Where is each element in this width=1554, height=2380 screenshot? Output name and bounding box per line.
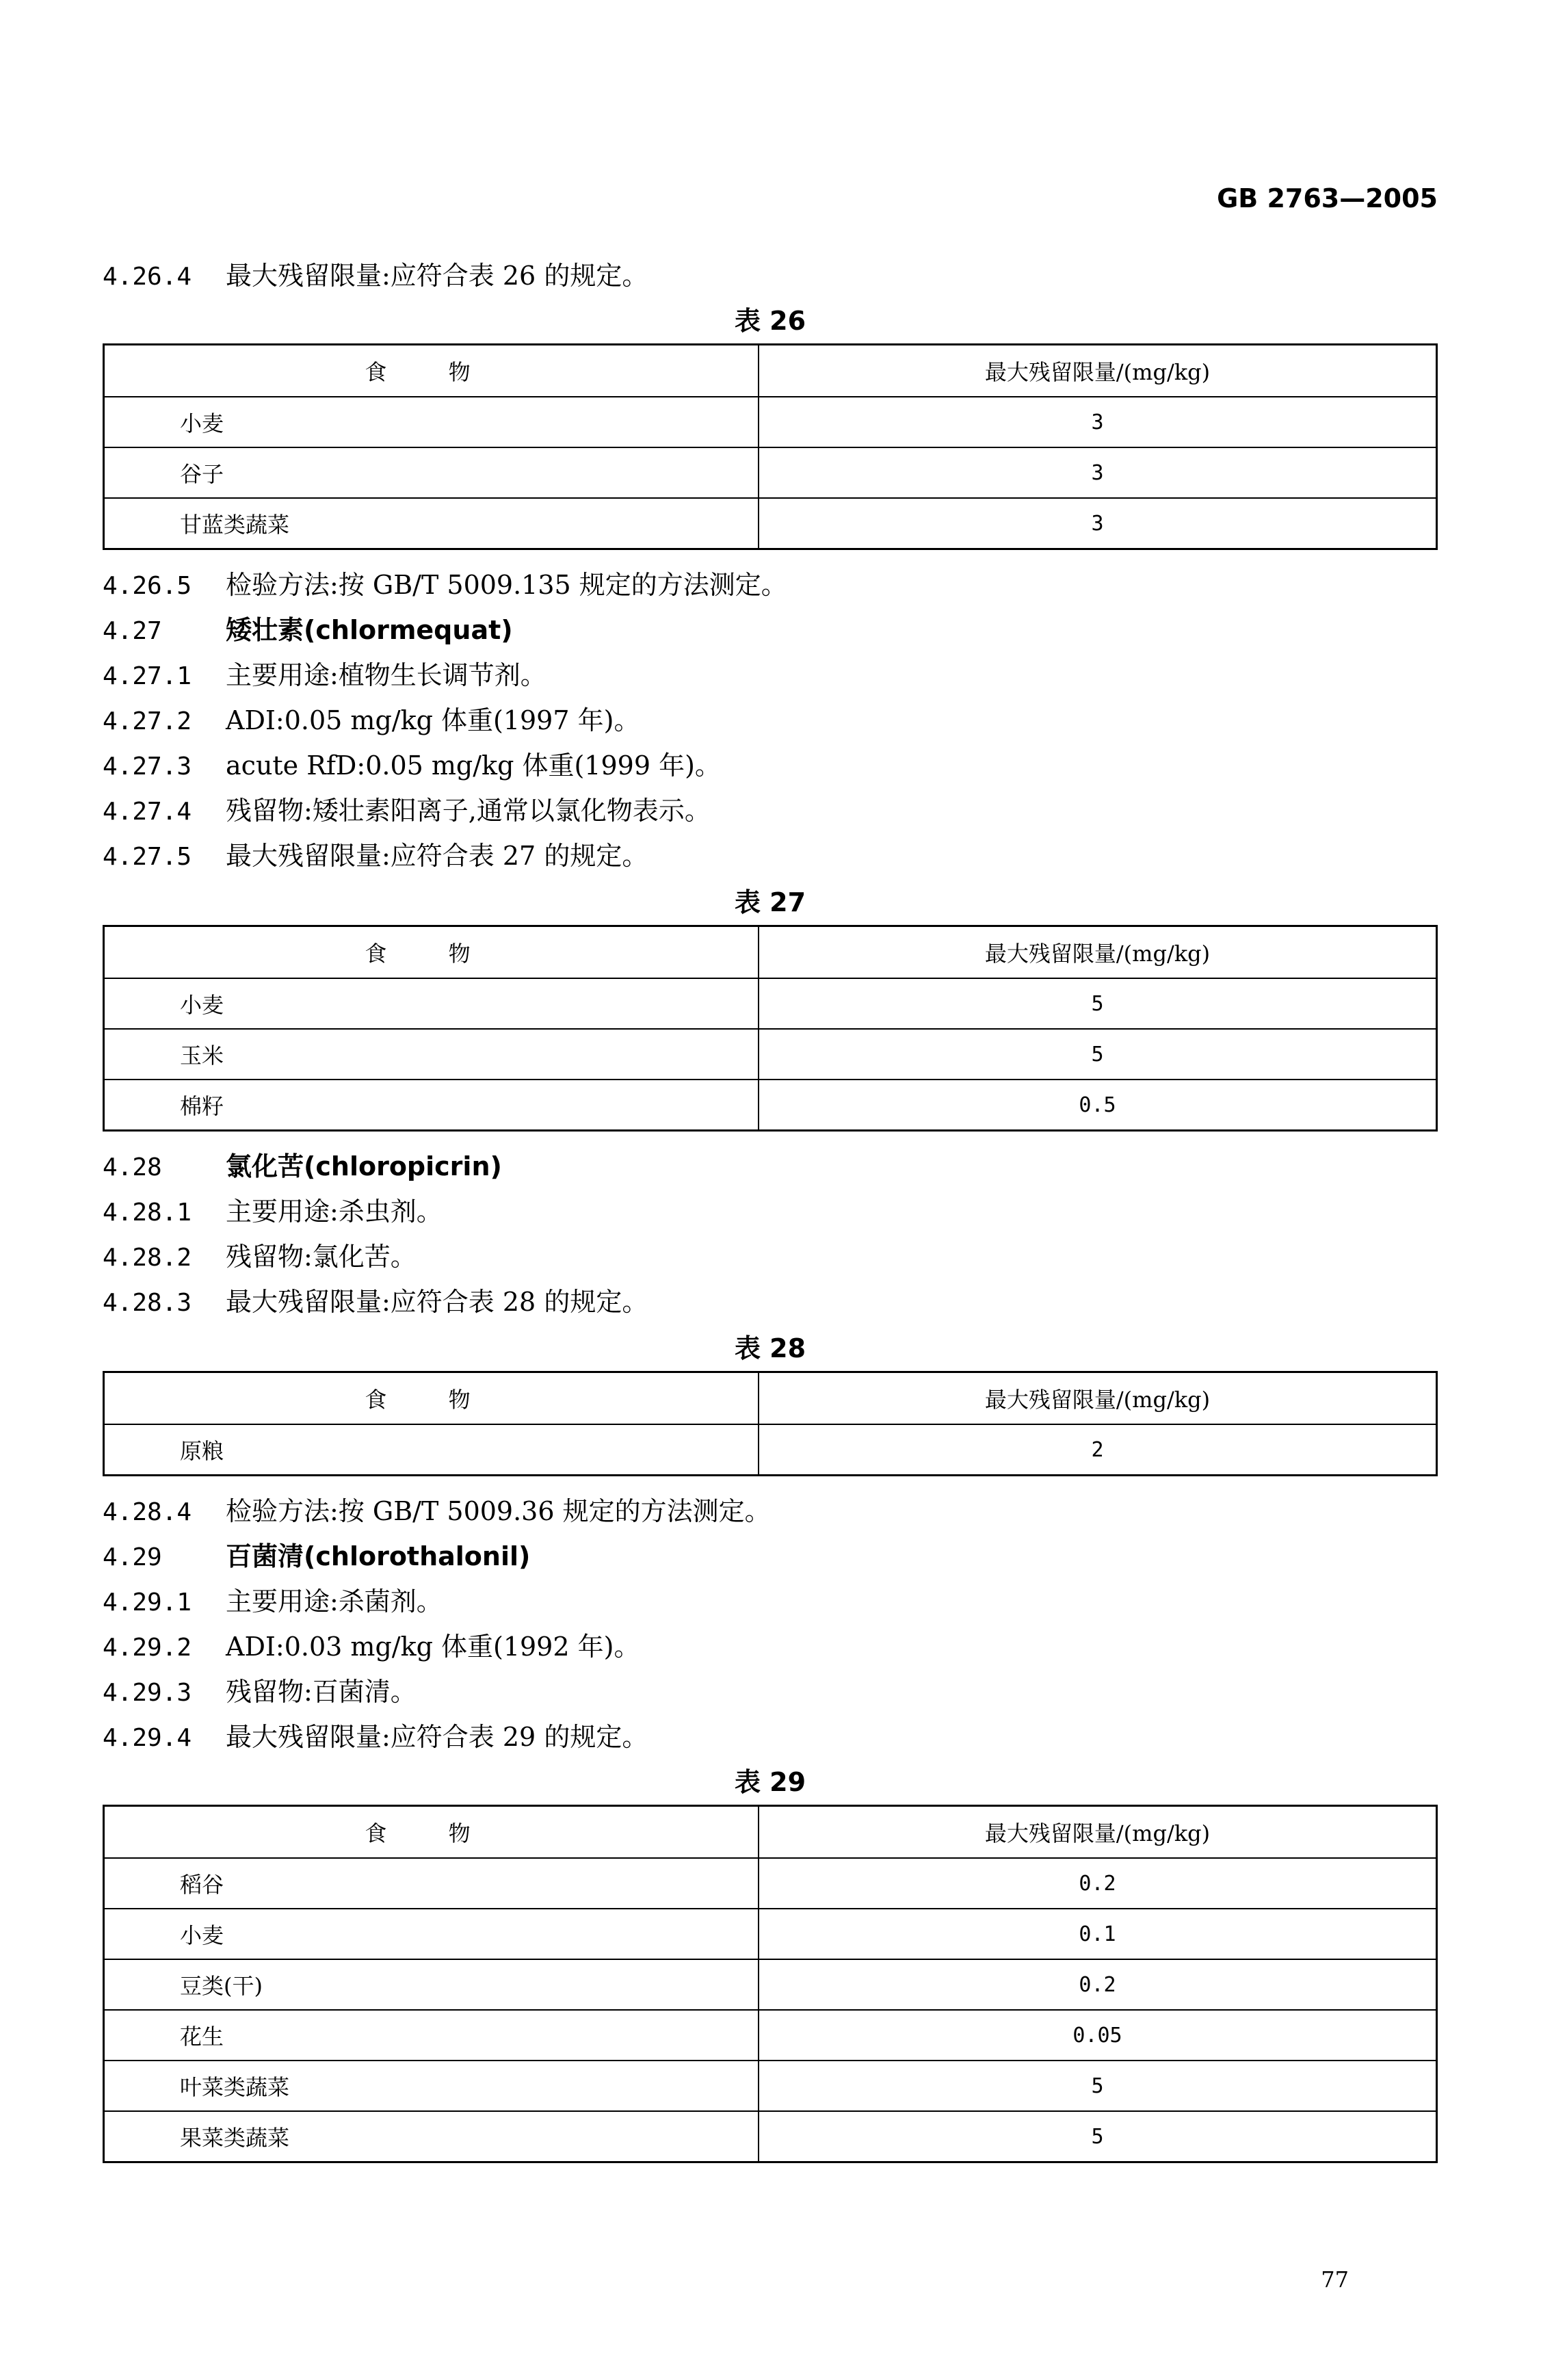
clause-line	[103, 833, 1438, 878]
limit-cell: 2	[759, 1424, 1437, 1476]
clause-text: 检验方法:按 GB/T 5009.36 规定的方法测定。	[226, 1496, 771, 1526]
table-header-row	[104, 926, 1437, 979]
clause-text: 残留物:矮壮素阳离子,通常以氯化物表示。	[226, 796, 711, 826]
limit-column-header: 最大残留限量/(mg/kg)	[759, 345, 1437, 397]
clause-line	[103, 1489, 1438, 1534]
table-row	[104, 1909, 1437, 1959]
table29	[103, 1805, 1438, 2163]
section-block-3	[103, 1144, 1438, 1324]
standard-code: GB 2763—2005	[1217, 183, 1438, 213]
food-cell: 小麦	[104, 978, 759, 1029]
limit-cell: 5	[759, 2061, 1437, 2111]
clause-number: 4.27.5	[103, 843, 192, 871]
clause-text: 主要用途:杀菌剂。	[226, 1586, 443, 1617]
table27-caption: 表 27	[734, 887, 806, 917]
food-cell: 豆类(干)	[104, 1959, 759, 2010]
clause-text: 残留物:百菌清。	[226, 1677, 417, 1707]
table-row	[104, 498, 1437, 549]
limit-cell: 5	[759, 2111, 1437, 2162]
clause-line	[103, 253, 1438, 298]
clause-number: 4.27	[103, 617, 162, 645]
table-row	[104, 397, 1437, 447]
table-row	[104, 978, 1437, 1029]
clause-number: 4.29.3	[103, 1679, 192, 1707]
table26-block	[103, 298, 1438, 550]
table29-block	[103, 1760, 1438, 2163]
table-header-row	[104, 1806, 1437, 1859]
clause-heading-line	[103, 1534, 1438, 1579]
food-cell: 原粮	[104, 1424, 759, 1476]
clause-number: 4.28	[103, 1153, 162, 1181]
clause-heading-title: 矮壮素(chlormequat)	[226, 615, 513, 645]
clause-heading-title: 百菌清(chlorothalonil)	[226, 1541, 531, 1571]
clause-number: 4.29.2	[103, 1634, 192, 1662]
clause-line	[103, 1279, 1438, 1324]
limit-cell: 0.2	[759, 1959, 1437, 2010]
food-cell: 叶菜类蔬菜	[104, 2061, 759, 2111]
clause-line	[103, 743, 1438, 788]
clause-line	[103, 1234, 1438, 1279]
food-cell: 稻谷	[104, 1858, 759, 1909]
limit-cell: 3	[759, 498, 1437, 549]
food-cell: 玉米	[104, 1029, 759, 1080]
page-number: 77	[1321, 2266, 1349, 2292]
clause-text: 检验方法:按 GB/T 5009.135 规定的方法测定。	[226, 570, 787, 600]
limit-cell: 5	[759, 978, 1437, 1029]
clause-line	[103, 1669, 1438, 1714]
limit-column-header: 最大残留限量/(mg/kg)	[759, 926, 1437, 979]
food-cell: 谷子	[104, 447, 759, 498]
table-header-row	[104, 1372, 1437, 1425]
limit-cell: 0.2	[759, 1858, 1437, 1909]
table29-caption: 表 29	[734, 1767, 806, 1797]
clause-number: 4.27.3	[103, 753, 192, 781]
clause-text: 最大残留限量:应符合表 27 的规定。	[226, 841, 648, 871]
food-column-header: 食 物	[104, 926, 759, 979]
clause-line	[103, 1579, 1438, 1624]
clause-number: 4.26.4	[103, 263, 192, 291]
clause-number: 4.29.1	[103, 1588, 192, 1617]
table26	[103, 343, 1438, 550]
clause-line	[103, 788, 1438, 833]
clause-text: ADI:0.03 mg/kg 体重(1992 年)。	[226, 1632, 640, 1662]
clause-number: 4.29	[103, 1543, 162, 1571]
section-block-1	[103, 253, 1438, 298]
table-row	[104, 1029, 1437, 1080]
clause-text: 主要用途:杀虫剂。	[226, 1196, 443, 1227]
clause-number: 4.28.3	[103, 1289, 192, 1317]
clause-number: 4.27.2	[103, 707, 192, 735]
limit-cell: 3	[759, 447, 1437, 498]
food-cell: 果菜类蔬菜	[104, 2111, 759, 2162]
clause-number: 4.28.2	[103, 1244, 192, 1272]
clause-text: ADI:0.05 mg/kg 体重(1997 年)。	[226, 705, 640, 735]
clause-line	[103, 1624, 1438, 1669]
table-row	[104, 1858, 1437, 1909]
table-row	[104, 1959, 1437, 2010]
clause-number: 4.28.1	[103, 1199, 192, 1227]
section-block-4	[103, 1489, 1438, 1760]
clause-text: 最大残留限量:应符合表 29 的规定。	[226, 1722, 648, 1752]
clause-line	[103, 653, 1438, 698]
table27-block	[103, 880, 1438, 1132]
table28	[103, 1371, 1438, 1476]
food-cell: 甘蓝类蔬菜	[104, 498, 759, 549]
table-row	[104, 2061, 1437, 2111]
food-cell: 小麦	[104, 1909, 759, 1959]
table-row	[104, 1080, 1437, 1131]
table26-caption: 表 26	[734, 306, 806, 336]
clause-number: 4.27.4	[103, 798, 192, 826]
limit-cell: 5	[759, 1029, 1437, 1080]
table-header-row	[104, 345, 1437, 397]
table-row	[104, 1424, 1437, 1476]
clause-heading-line	[103, 607, 1438, 653]
table-row	[104, 2010, 1437, 2061]
food-column-header: 食 物	[104, 345, 759, 397]
limit-column-header: 最大残留限量/(mg/kg)	[759, 1806, 1437, 1859]
clause-text: acute RfD:0.05 mg/kg 体重(1999 年)。	[226, 750, 721, 781]
table27	[103, 925, 1438, 1132]
limit-column-header: 最大残留限量/(mg/kg)	[759, 1372, 1437, 1425]
food-column-header: 食 物	[104, 1806, 759, 1859]
clause-text: 主要用途:植物生长调节剂。	[226, 660, 546, 690]
food-cell: 棉籽	[104, 1080, 759, 1131]
clause-text: 最大残留限量:应符合表 28 的规定。	[226, 1287, 648, 1317]
limit-cell: 0.05	[759, 2010, 1437, 2061]
clause-heading-line	[103, 1144, 1438, 1189]
table28-caption: 表 28	[734, 1333, 806, 1363]
clause-line	[103, 562, 1438, 607]
food-cell: 小麦	[104, 397, 759, 447]
clause-number: 4.27.1	[103, 662, 192, 690]
clause-number: 4.28.4	[103, 1498, 192, 1526]
clause-number: 4.29.4	[103, 1724, 192, 1752]
clause-line	[103, 698, 1438, 743]
limit-cell: 0.1	[759, 1909, 1437, 1959]
food-cell: 花生	[104, 2010, 759, 2061]
table28-block	[103, 1326, 1438, 1476]
table-row	[104, 447, 1437, 498]
table-row	[104, 2111, 1437, 2162]
food-column-header: 食 物	[104, 1372, 759, 1425]
clause-line	[103, 1714, 1438, 1760]
section-block-2	[103, 562, 1438, 878]
clause-text: 残留物:氯化苦。	[226, 1242, 417, 1272]
limit-cell: 0.5	[759, 1080, 1437, 1131]
clause-number: 4.26.5	[103, 572, 192, 600]
clause-heading-title: 氯化苦(chloropicrin)	[226, 1151, 502, 1181]
limit-cell: 3	[759, 397, 1437, 447]
clause-line	[103, 1189, 1438, 1234]
clause-text: 最大残留限量:应符合表 26 的规定。	[226, 261, 648, 291]
